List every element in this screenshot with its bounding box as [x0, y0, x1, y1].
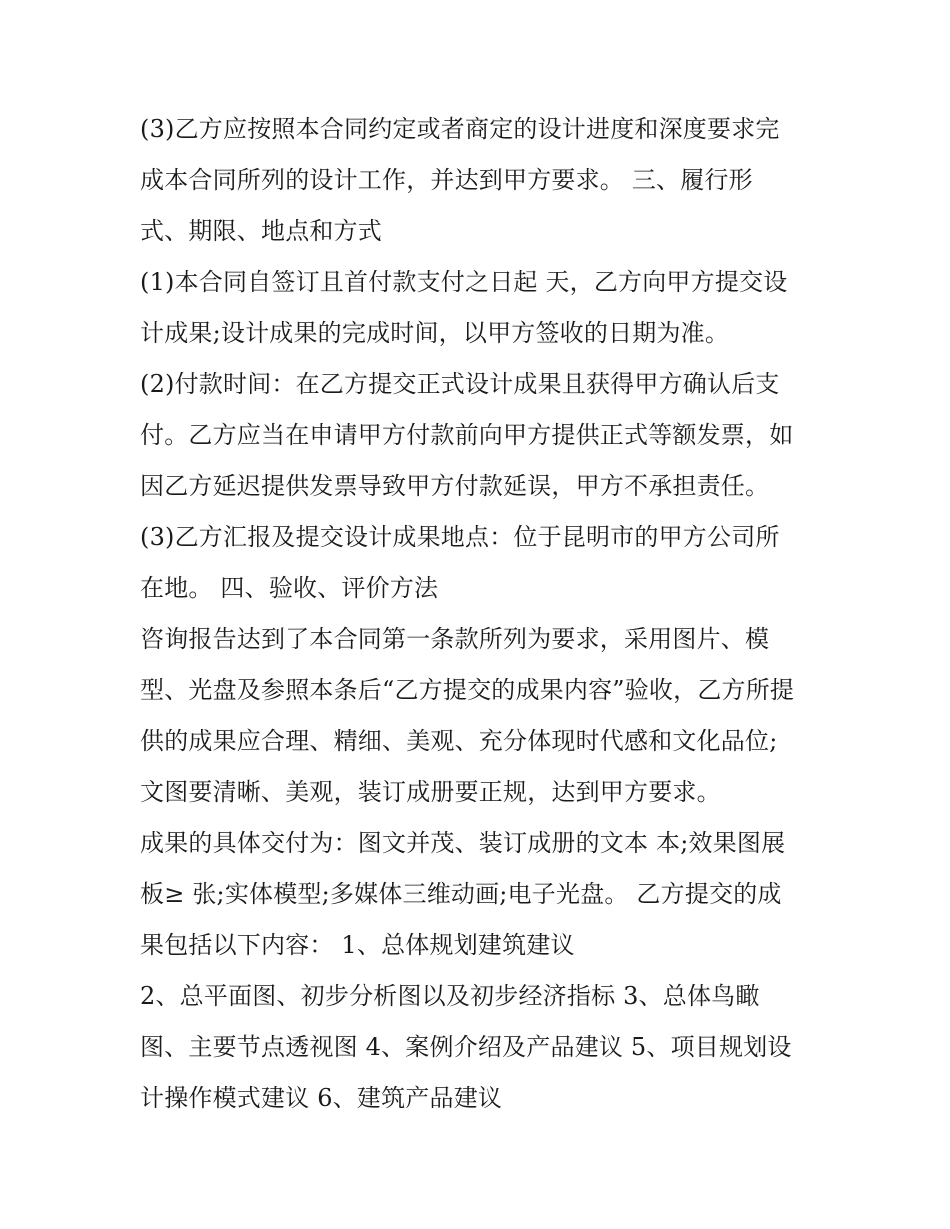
text-line: 成本合同所列的设计工作，并达到甲方要求。 三、履行形: [140, 166, 753, 194]
text-line: 因乙方延迟提供发票导致甲方付款延误，甲方不承担责任。: [140, 472, 770, 500]
text-line: 果包括以下内容： 1、总体规划建筑建议: [140, 931, 575, 959]
text-line: 型、光盘及参照本条后“乙方提交的成果内容”验收，乙方所提: [140, 676, 795, 704]
text-line: 2、总平面图、初步分析图以及初步经济指标 3、总体鸟瞰: [140, 982, 760, 1010]
contract-text-block: [140, 104, 830, 1124]
text-line: 计成果;设计成果的完成时间，以甲方签收的日期为准。: [140, 319, 730, 347]
text-line: 付。乙方应当在申请甲方付款前向甲方提供正式等额发票，如: [140, 421, 794, 449]
text-line: 供的成果应合理、精细、美观、充分体现时代感和文化品位;: [140, 727, 778, 755]
text-line: (1)本合同自签订且首付款支付之日起 天，乙方向甲方提交设: [140, 268, 788, 296]
text-line: 计操作模式建议 6、建筑产品建议: [140, 1084, 503, 1112]
text-line: 图、主要节点透视图 4、案例介绍及产品建议 5、项目规划设: [140, 1033, 792, 1061]
text-line: 咨询报告达到了本合同第一条款所列为要求，采用图片、模: [140, 625, 770, 653]
text-line: (3)乙方应按照本合同约定或者商定的设计进度和深度要求完: [140, 115, 780, 143]
text-line: 文图要清晰、美观，装订成册要正规，达到甲方要求。: [140, 778, 721, 806]
text-line: 在地。 四、验收、评价方法: [140, 574, 439, 602]
text-line: (3)乙方汇报及提交设计成果地点：位于昆明市的甲方公司所: [140, 523, 780, 551]
text-line: 成果的具体交付为：图文并茂、装订成册的文本 本;效果图展: [140, 829, 786, 857]
text-line: (2)付款时间：在乙方提交正式设计成果且获得甲方确认后支: [140, 370, 780, 398]
text-line: 板≥ 张;实体模型;多媒体三维动画;电子光盘。 乙方提交的成: [140, 880, 782, 908]
text-line: 式、期限、地点和方式: [140, 217, 382, 245]
